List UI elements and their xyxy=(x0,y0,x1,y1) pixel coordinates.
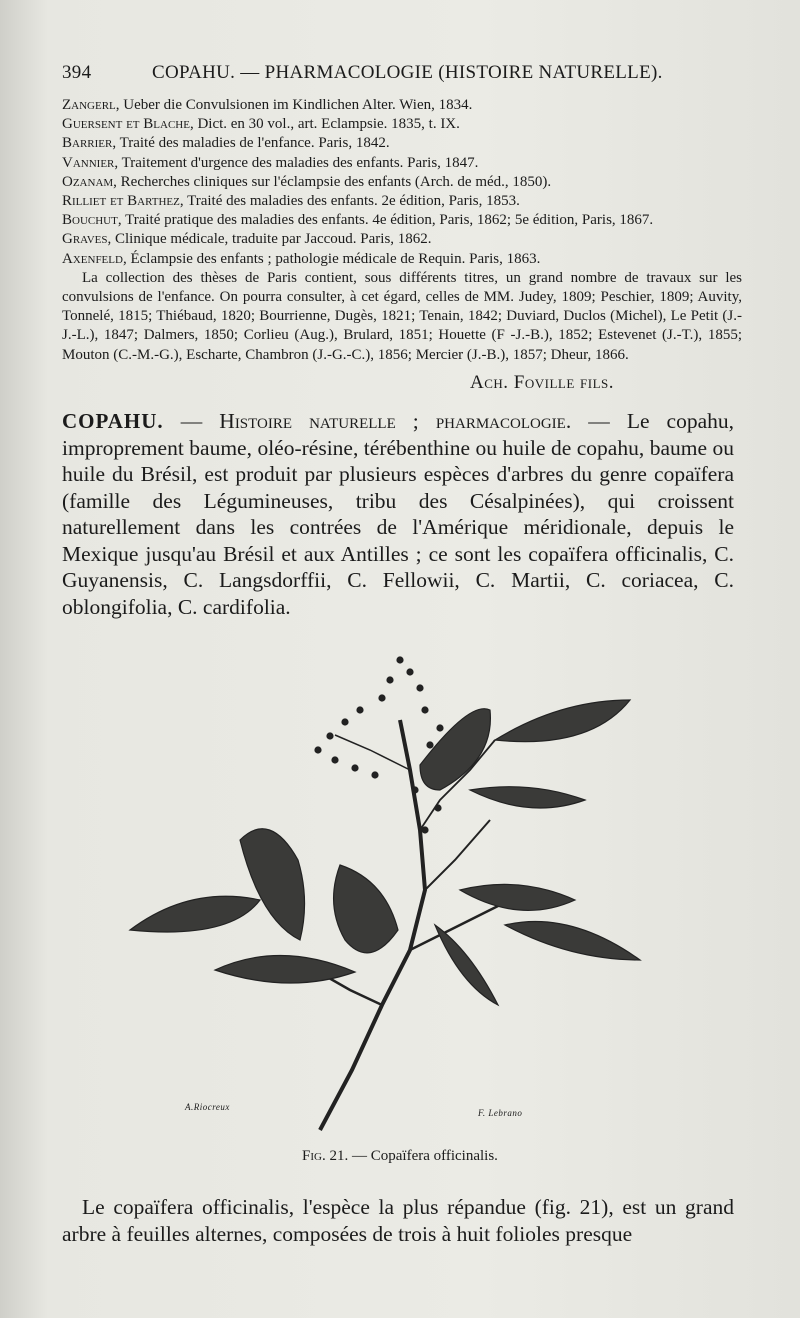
leaf xyxy=(215,955,355,983)
leaf xyxy=(495,700,630,742)
figure-title: — Copaïfera officinalis. xyxy=(348,1148,498,1164)
artist-credit-right: F. Lebrano xyxy=(478,1108,523,1118)
theses-paragraph: La collection des thèses de Paris contient, sous différents titres, un grand nombre de travaux sur les convulsions de l'enfance. On pourra consulter, à cet égard, celles de MM. Judey, 1809; Peschier, 1809; Auvity, Tonnelé, 1815; Thiébaud, 1820; Bourrienne, Dugès, 1821; Tenain, 1842; Duviard, Duclos (Michel), Le Petit (J.-J.-L.), 1847; Dalmers, 1850; Corlieu (Aug.), Brulard, 1851; Houette (F -J.-B.), 1852; Estevenet (J.-T.), 1855; Mouton (C.-M.-G.), Escharte, Chambron (J.-G.-C.), 1856; Mercier (J.-B.), 1857; Dheur, 1866. xyxy=(62,269,742,363)
reference-entry: Vannier, Traitement d'urgence des maladies des enfants. Paris, 1847. xyxy=(62,154,479,171)
reference-entry: Guersent et Blache, Dict. en 30 vol., art. Eclampsie. 1835, t. IX. xyxy=(62,116,460,133)
leaf xyxy=(334,865,398,953)
leaf xyxy=(240,829,305,940)
author-signature: Ach. Foville fils. xyxy=(470,372,615,393)
bibliography xyxy=(62,96,742,365)
reference-entry: Bouchut, Traité pratique des maladies des enfants. 4e édition, Paris, 1862; 5e édition, Paris, 1867. xyxy=(62,212,654,229)
reference-entry: Ozanam, Recherches cliniques sur l'éclampsie des enfants (Arch. de méd., 1850). xyxy=(62,173,552,190)
running-title: COPAHU. — PHARMACOLOGIE (HISTOIRE NATURELLE). xyxy=(152,62,663,83)
figure-number: Fig. 21. xyxy=(302,1148,349,1164)
continuation-text: Le copaïfera officinalis, l'espèce la plus répandue (fig. 21), est un grand arbre à feuilles alternes, composées de trois à huit folioles presque xyxy=(62,1195,734,1246)
entry-subtitle: — Histoire naturelle ; pharmacologie. — xyxy=(163,409,627,433)
plant-illustration xyxy=(120,640,660,1140)
leaf xyxy=(470,787,585,808)
reference-entry: Zangerl, Ueber die Convulsionen im Kindlichen Alter. Wien, 1834. xyxy=(62,97,473,113)
reference-entry: Barrier, Traité des maladies de l'enfance. Paris, 1842. xyxy=(62,135,390,152)
reference-entry: Graves, Clinique médicale, traduite par Jaccoud. Paris, 1862. xyxy=(62,231,432,248)
reference-entry: Axenfeld, Éclampsie des enfants ; pathologie médicale de Requin. Paris, 1863. xyxy=(62,250,541,267)
entry-text xyxy=(62,408,734,620)
leaf xyxy=(435,925,498,1005)
leaf xyxy=(460,884,575,910)
reference-entry: Rilliet et Barthez, Traité des maladies des enfants. 2e édition, Paris, 1853. xyxy=(62,193,520,210)
headword: COPAHU. xyxy=(62,409,164,433)
entry-body: Le copahu, improprement baume, oléo-résine, térébenthine ou huile de copahu, baume ou huile du Brésil, est produit par plusieurs espèces d'arbres du genre copaïfera (famille des Légumineuses, tribu des Césalpinées), qui croissent naturellement dans les contrées de l'Amérique méridionale, depuis le Mexique jusqu'au Brésil et aux Antilles ; ce sont les copaïfera officinalis, C. Guyanensis, C. Langsdorffii, C. Fellowii, C. Martii, C. coriacea, C. oblongifolia, C. cardifolia. xyxy=(62,409,734,619)
leaf xyxy=(420,709,490,790)
page-header xyxy=(62,62,738,84)
page-number: 394 xyxy=(62,62,92,83)
leaf xyxy=(130,896,260,932)
leaf xyxy=(505,922,640,960)
artist-credit-left: A.Riocreux xyxy=(185,1102,230,1112)
figure-caption xyxy=(0,1148,800,1165)
